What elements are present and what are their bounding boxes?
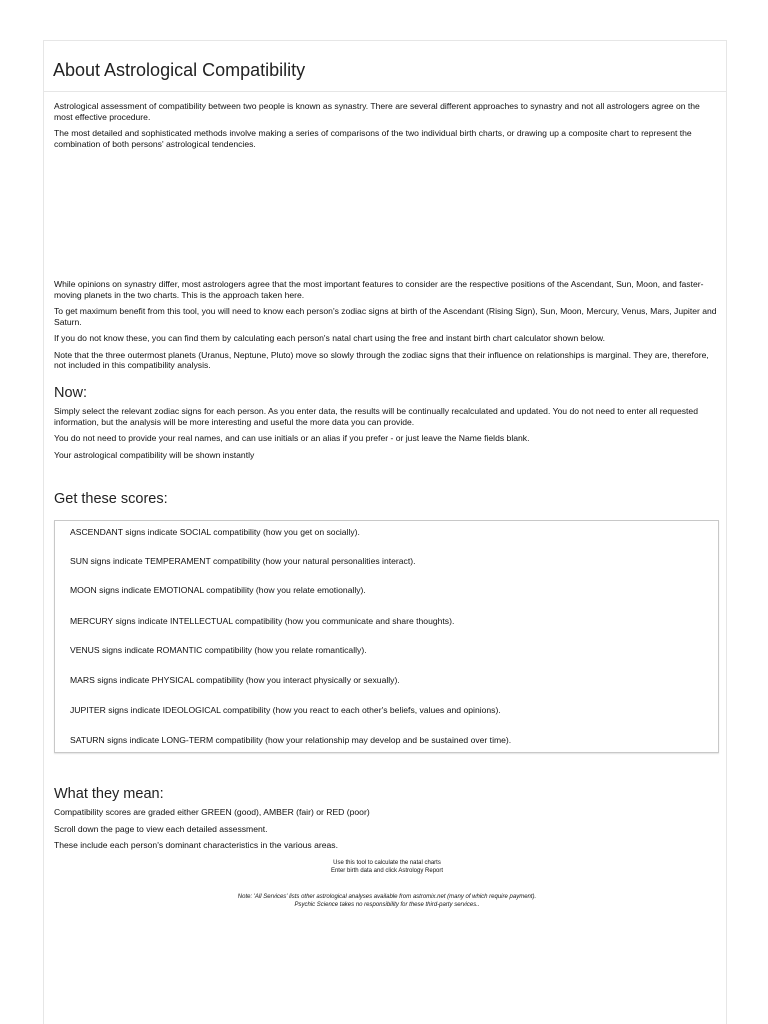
title-divider (44, 91, 726, 92)
scores-heading-wrap (54, 490, 720, 512)
tool-caption-line-1: Use this tool to calculate the natal charts (333, 860, 441, 866)
score-item-mars: MARS signs indicate PHYSICAL compatibility (how you interact physically or sexually). (70, 675, 400, 685)
scores-heading: Get these scores: (54, 491, 168, 507)
meaning-paragraph-2: Scroll down the page to view each detailed assessment. (54, 823, 268, 834)
body-paragraph-3: If you do not know these, you can find them by calculating each person's natal chart using the free and instant birth chart calculator shown below. (54, 333, 606, 343)
meaning-paragraph-1: Compatibility scores are graded either GREEN (good), AMBER (fair) or RED (poor) (54, 807, 370, 817)
now-section (54, 384, 720, 466)
score-item-saturn: SATURN signs indicate LONG-TERM compatibility (how your relationship may develop and be sustained over time). (70, 735, 512, 745)
intro-paragraph-1: Astrological assessment of compatibility between two people is known as synastry. There are several different approaches to synastry and not all astrologers agree on the most effective procedure. (54, 101, 700, 122)
meaning-heading: What they mean: (54, 786, 164, 802)
now-paragraph-2: You do not need to provide your real names, and can use initials or an alias if you prefer - or just leave the Name fields blank. (54, 433, 530, 443)
disclaimer-line-2: Psychic Science takes no responsibility for these third-party services.. (294, 902, 480, 908)
intro-section (54, 101, 720, 155)
intro-paragraph-2: The most detailed and sophisticated methods involve making a series of comparisons of the two individual birth charts, or drawing up a composite chart to represent the combination of both persons' astrological tendencies. (54, 128, 692, 149)
meaning-paragraph-3: These include each person's dominant characteristics in the various areas. (54, 840, 338, 850)
score-item-mercury: MERCURY signs indicate INTELLECTUAL compatibility (how you communicate and share thoughts). (70, 616, 455, 626)
now-heading: Now: (54, 385, 88, 401)
disclaimer-line-1: Note: 'All Services' lists other astrological analyses available from astromix.net (many of which require payment). (237, 894, 537, 900)
page-title: About Astrological Compatibility (53, 60, 306, 80)
body-paragraph-2: To get maximum benefit from this tool, you will need to know each person's zodiac signs at birth of the Ascendant (Rising Sign), Sun, Moon, Mercury, Venus, Mars, Jupiter and Saturn. (54, 306, 717, 327)
scores-box (54, 520, 719, 753)
score-item-jupiter: JUPITER signs indicate IDEOLOGICAL compatibility (how you react to each other's beliefs, values and opinions). (70, 705, 501, 715)
document-page (43, 40, 727, 1024)
synastry-section (54, 279, 720, 377)
tool-caption-line-2: Enter birth data and click Astrology Report (330, 868, 444, 874)
meaning-section (54, 785, 720, 857)
score-item-sun: SUN signs indicate TEMPERAMENT compatibility (how your natural personalities interact). (70, 556, 416, 566)
body-paragraph-1: While opinions on synastry differ, most astrologers agree that the most important features to consider are the respective positions of the Ascendant, Sun, Moon, and faster-moving planets in the two charts. This is the approach taken here. (54, 279, 704, 300)
now-paragraph-3: Your astrological compatibility will be shown instantly (54, 449, 255, 460)
disclaimer-note (54, 893, 720, 909)
score-item-venus: VENUS signs indicate ROMANTIC compatibility (how you relate romantically). (70, 645, 367, 655)
now-paragraph-1: Simply select the relevant zodiac signs for each person. As you enter data, the results will be continually recalculated and updated. You do not need to enter all requested information, but the analysis will be more interesting and useful the more data you can provide. (54, 406, 698, 427)
tool-caption (54, 859, 720, 875)
score-item-ascendant: ASCENDANT signs indicate SOCIAL compatibility (how you get on socially). (70, 527, 360, 537)
score-item-moon: MOON signs indicate EMOTIONAL compatibility (how you relate emotionally). (70, 585, 366, 595)
body-paragraph-4: Note that the three outermost planets (Uranus, Neptune, Pluto) move so slowly through the zodiac signs that their influence on relationships is marginal. They are, therefore, not included in this compatibility analysis. (54, 349, 709, 370)
